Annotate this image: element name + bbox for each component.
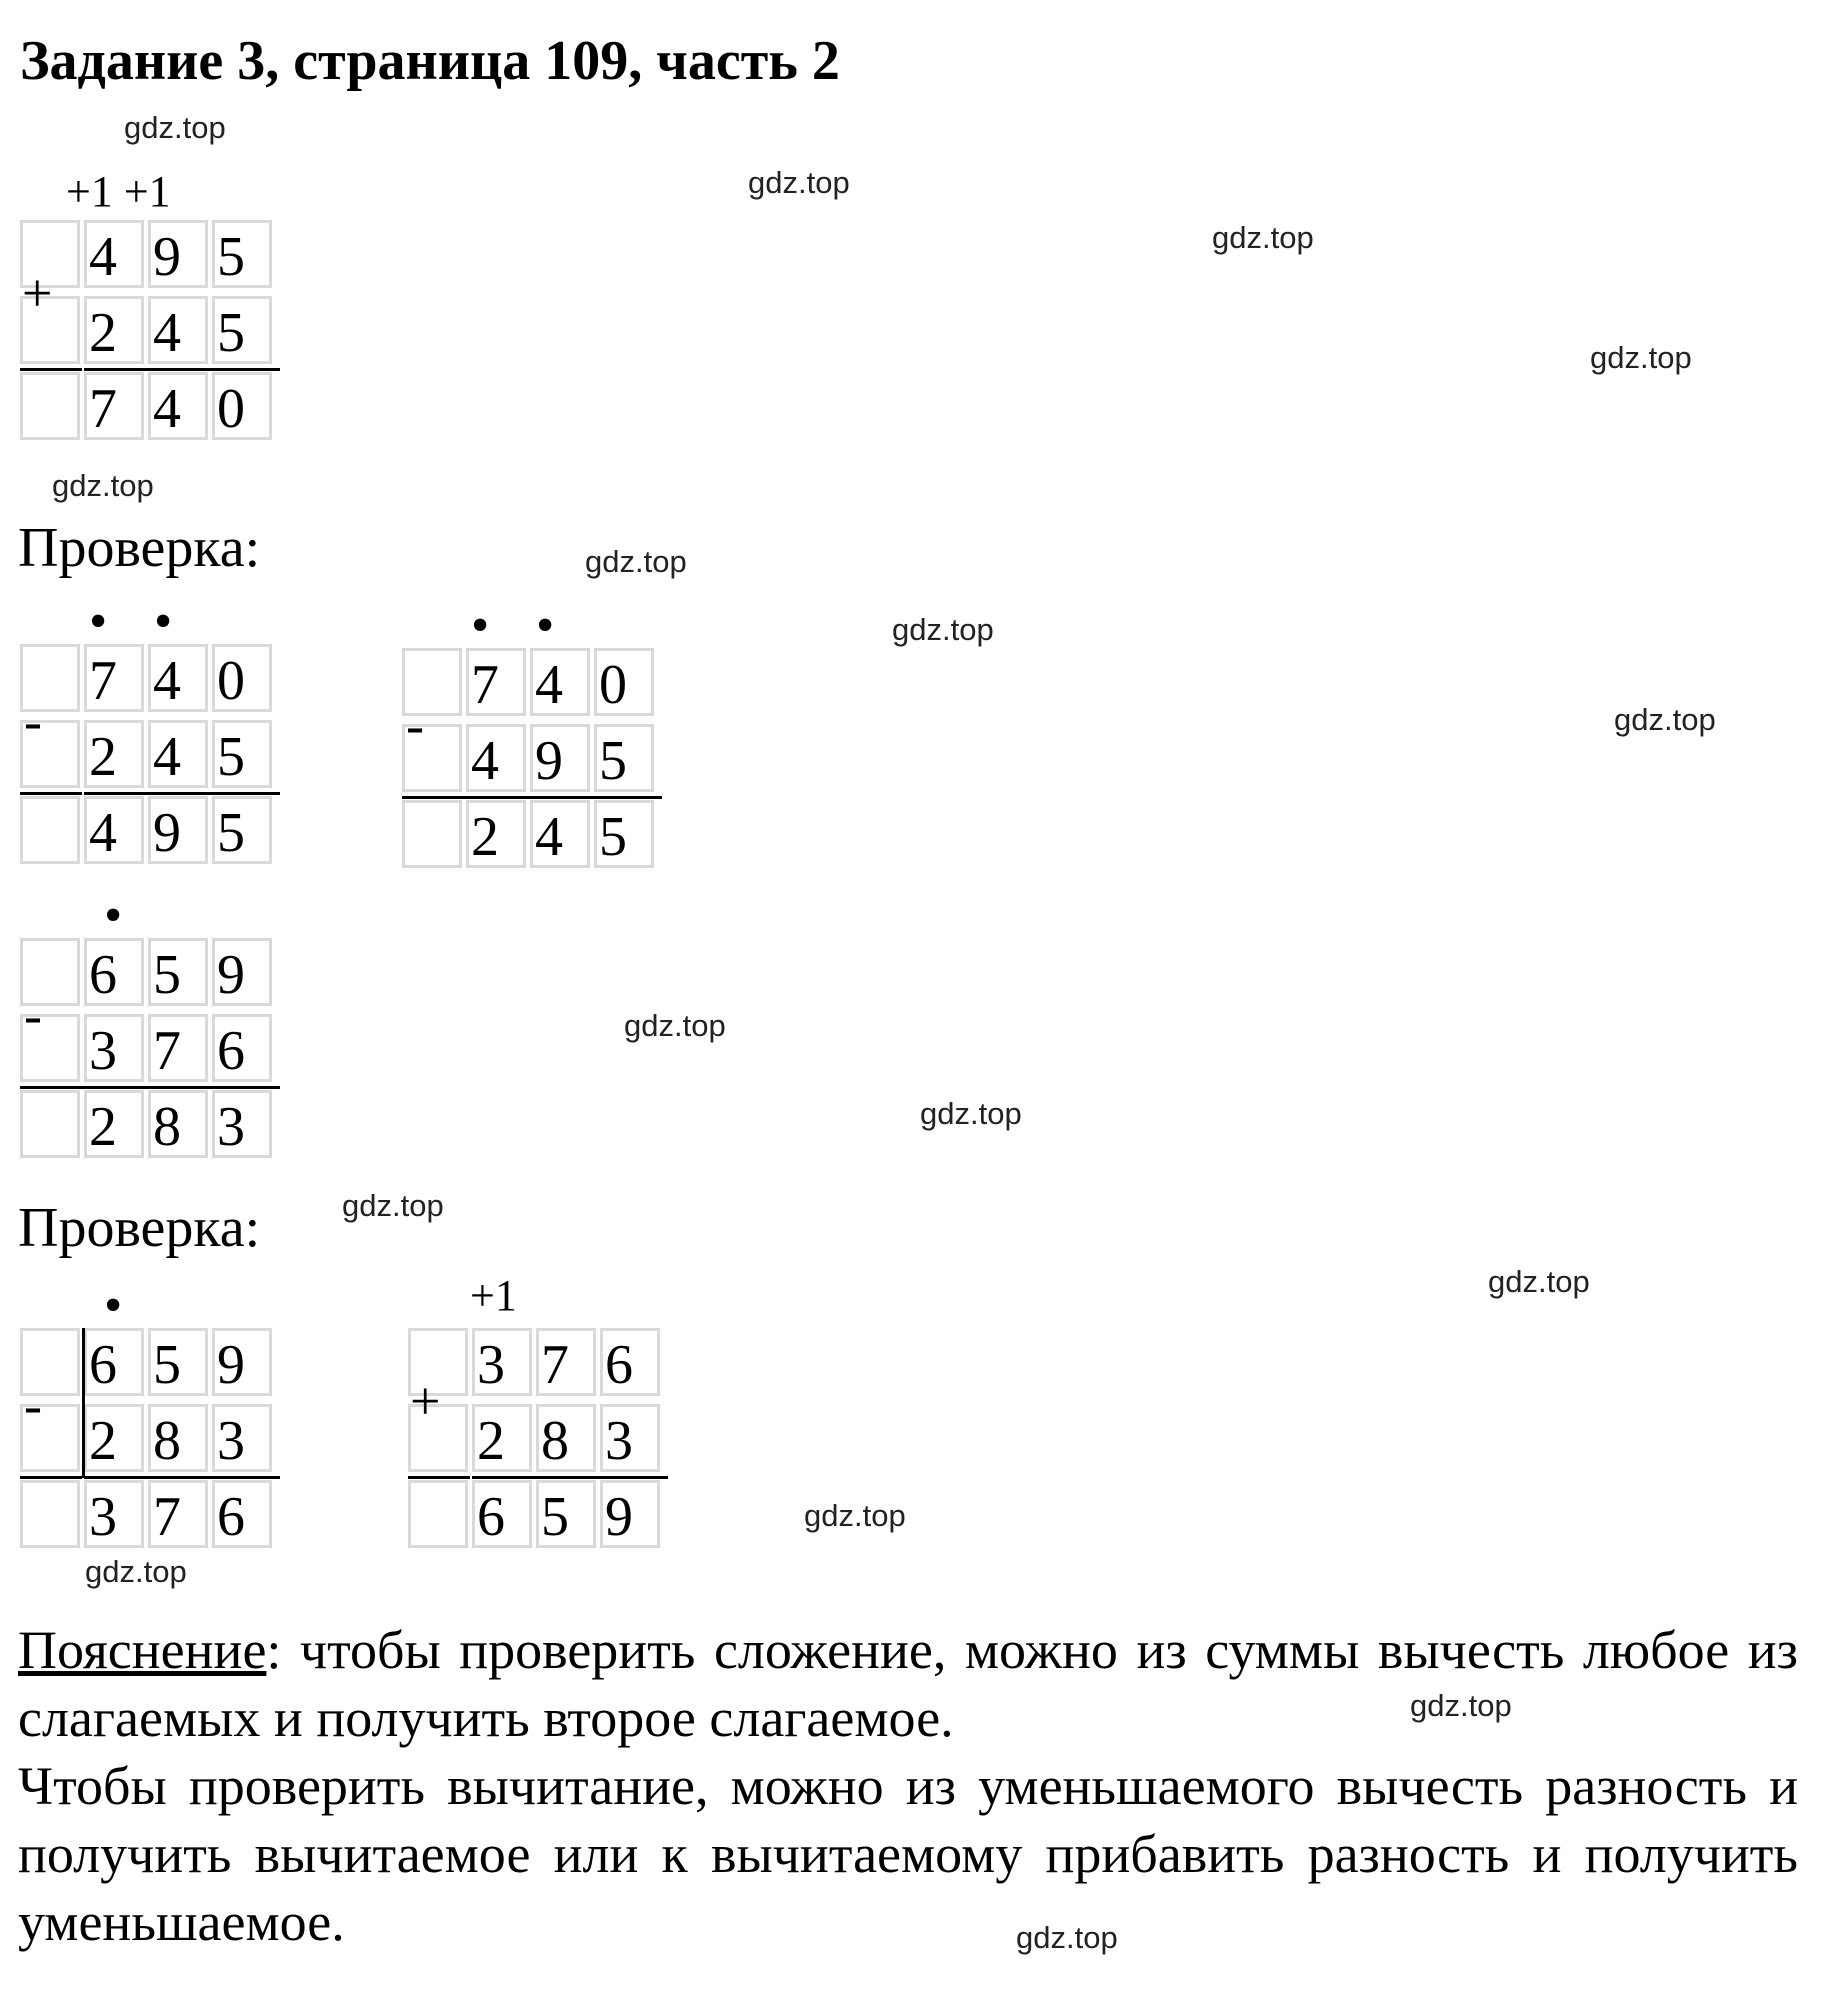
watermark-text: gdz.top bbox=[52, 468, 154, 503]
digit-cell: 6 bbox=[212, 1480, 272, 1548]
digit-cell: 5 bbox=[148, 1328, 208, 1396]
digit-cell: 0 bbox=[212, 644, 272, 712]
empty-cell bbox=[408, 1480, 468, 1548]
digit-cell: 3 bbox=[84, 1014, 144, 1082]
watermark-text: gdz.top bbox=[1590, 340, 1692, 375]
digit-cell: 0 bbox=[594, 648, 654, 716]
plus-sign: + bbox=[22, 263, 53, 323]
borrow-dot: • bbox=[104, 1277, 123, 1334]
explanation-paragraph bbox=[18, 1616, 1798, 1752]
minus-sign: - bbox=[24, 1375, 42, 1435]
column-subtraction bbox=[20, 644, 280, 870]
watermark-text: gdz.top bbox=[892, 612, 994, 647]
result-line bbox=[402, 796, 662, 799]
watermark-text: gdz.top bbox=[1614, 702, 1716, 737]
digit-cell: 4 bbox=[84, 796, 144, 864]
digit-cell: 6 bbox=[472, 1480, 532, 1548]
digit-cell: 8 bbox=[148, 1090, 208, 1158]
digit-cell: 4 bbox=[466, 724, 526, 792]
borrow-dot: • bbox=[89, 593, 108, 650]
borrow-dot: • bbox=[536, 597, 555, 654]
column-subtraction bbox=[20, 1328, 280, 1554]
watermark-text: gdz.top bbox=[804, 1498, 906, 1533]
digit-cell: 3 bbox=[84, 1480, 144, 1548]
explanation-paragraph: Чтобы проверить вычитание, можно из уменьшаемого вычесть разность и получить вычитаемое или к вычитаемому прибавить разность и получить уменьшаемое. bbox=[18, 1756, 1798, 1952]
watermark-text: gdz.top bbox=[920, 1096, 1022, 1131]
sign-underline bbox=[408, 1476, 470, 1479]
column-addition bbox=[408, 1328, 668, 1554]
digit-cell: 5 bbox=[536, 1480, 596, 1548]
digit-cell: 7 bbox=[536, 1328, 596, 1396]
digit-cell: 3 bbox=[472, 1328, 532, 1396]
digit-cell: 4 bbox=[530, 800, 590, 868]
explanation-heading: Пояснение bbox=[18, 1620, 267, 1680]
borrow-dot: • bbox=[471, 597, 490, 654]
digit-cell: 4 bbox=[148, 644, 208, 712]
digit-cell: 3 bbox=[600, 1404, 660, 1472]
result-line bbox=[20, 1086, 280, 1089]
digit-cell: 3 bbox=[212, 1090, 272, 1158]
digit-cell: 7 bbox=[148, 1014, 208, 1082]
digit-cell: 9 bbox=[148, 796, 208, 864]
digit-cell: 0 bbox=[212, 372, 272, 440]
minus-sign: - bbox=[406, 695, 424, 755]
digit-cell: 4 bbox=[148, 296, 208, 364]
check-label: Проверка: bbox=[18, 1197, 261, 1259]
digit-cell: 4 bbox=[148, 372, 208, 440]
watermark-text: gdz.top bbox=[342, 1188, 444, 1223]
digit-cell: 2 bbox=[84, 1090, 144, 1158]
digit-cell: 2 bbox=[84, 720, 144, 788]
empty-cell bbox=[20, 796, 80, 864]
borrow-dot: • bbox=[104, 887, 123, 944]
result-line bbox=[84, 792, 280, 795]
digit-cell: 2 bbox=[84, 1404, 144, 1472]
digit-cell: 2 bbox=[84, 296, 144, 364]
digit-cell: 7 bbox=[84, 644, 144, 712]
digit-cell: 8 bbox=[148, 1404, 208, 1472]
digit-cell: 7 bbox=[466, 648, 526, 716]
digit-cell: 7 bbox=[148, 1480, 208, 1548]
digit-cell: 4 bbox=[530, 648, 590, 716]
digit-cell: 9 bbox=[600, 1480, 660, 1548]
column-divider bbox=[82, 1328, 85, 1478]
empty-cell bbox=[402, 800, 462, 868]
sign-underline bbox=[20, 792, 82, 795]
plus-sign: + bbox=[410, 1371, 441, 1431]
digit-cell: 5 bbox=[212, 296, 272, 364]
digit-cell: 5 bbox=[212, 796, 272, 864]
result-line bbox=[84, 368, 280, 371]
result-line bbox=[472, 1476, 668, 1479]
borrow-dot: • bbox=[154, 593, 173, 650]
digit-cell: 9 bbox=[530, 724, 590, 792]
watermark-text: gdz.top bbox=[124, 110, 226, 145]
digit-cell: 3 bbox=[212, 1404, 272, 1472]
minus-sign: - bbox=[24, 985, 42, 1045]
digit-cell: 5 bbox=[148, 938, 208, 1006]
digit-cell: 7 bbox=[84, 372, 144, 440]
digit-cell: 5 bbox=[594, 800, 654, 868]
digit-cell: 9 bbox=[148, 220, 208, 288]
digit-cell: 9 bbox=[212, 1328, 272, 1396]
column-subtraction bbox=[402, 648, 662, 874]
result-line bbox=[84, 1476, 280, 1479]
empty-cell bbox=[20, 372, 80, 440]
minus-sign: - bbox=[24, 691, 42, 751]
digit-cell: 6 bbox=[84, 1328, 144, 1396]
column-subtraction bbox=[20, 938, 280, 1164]
empty-cell bbox=[20, 1090, 80, 1158]
watermark-text: gdz.top bbox=[1016, 1920, 1118, 1955]
digit-cell: 2 bbox=[466, 800, 526, 868]
digit-cell: 5 bbox=[594, 724, 654, 792]
digit-cell: 5 bbox=[212, 220, 272, 288]
digit-cell: 6 bbox=[84, 938, 144, 1006]
sign-underline bbox=[20, 1476, 82, 1479]
digit-cell: 2 bbox=[472, 1404, 532, 1472]
watermark-text: gdz.top bbox=[624, 1008, 726, 1043]
digit-cell: 8 bbox=[536, 1404, 596, 1472]
digit-cell: 6 bbox=[212, 1014, 272, 1082]
watermark-text: gdz.top bbox=[1488, 1264, 1590, 1299]
digit-cell: 6 bbox=[600, 1328, 660, 1396]
watermark-text: gdz.top bbox=[748, 165, 850, 200]
empty-cell bbox=[20, 1480, 80, 1548]
check-label: Проверка: bbox=[18, 517, 261, 579]
carry-marks: +1 bbox=[470, 1271, 517, 1320]
digit-cell: 4 bbox=[148, 720, 208, 788]
watermark-text: gdz.top bbox=[1410, 1688, 1512, 1723]
watermark-text: gdz.top bbox=[1212, 220, 1314, 255]
digit-cell: 4 bbox=[84, 220, 144, 288]
watermark-text: gdz.top bbox=[85, 1554, 187, 1589]
column-addition bbox=[20, 220, 280, 446]
digit-cell: 9 bbox=[212, 938, 272, 1006]
watermark-text: gdz.top bbox=[585, 544, 687, 579]
sign-underline bbox=[20, 368, 82, 371]
explanation-text: : чтобы проверить сложение, можно из суммы вычесть любое из слагаемых и получить второе слагаемое. bbox=[18, 1620, 1798, 1748]
carry-marks: +1 +1 bbox=[66, 167, 171, 216]
page-title: Задание 3, страница 109, часть 2 bbox=[20, 30, 840, 92]
digit-cell: 5 bbox=[212, 720, 272, 788]
